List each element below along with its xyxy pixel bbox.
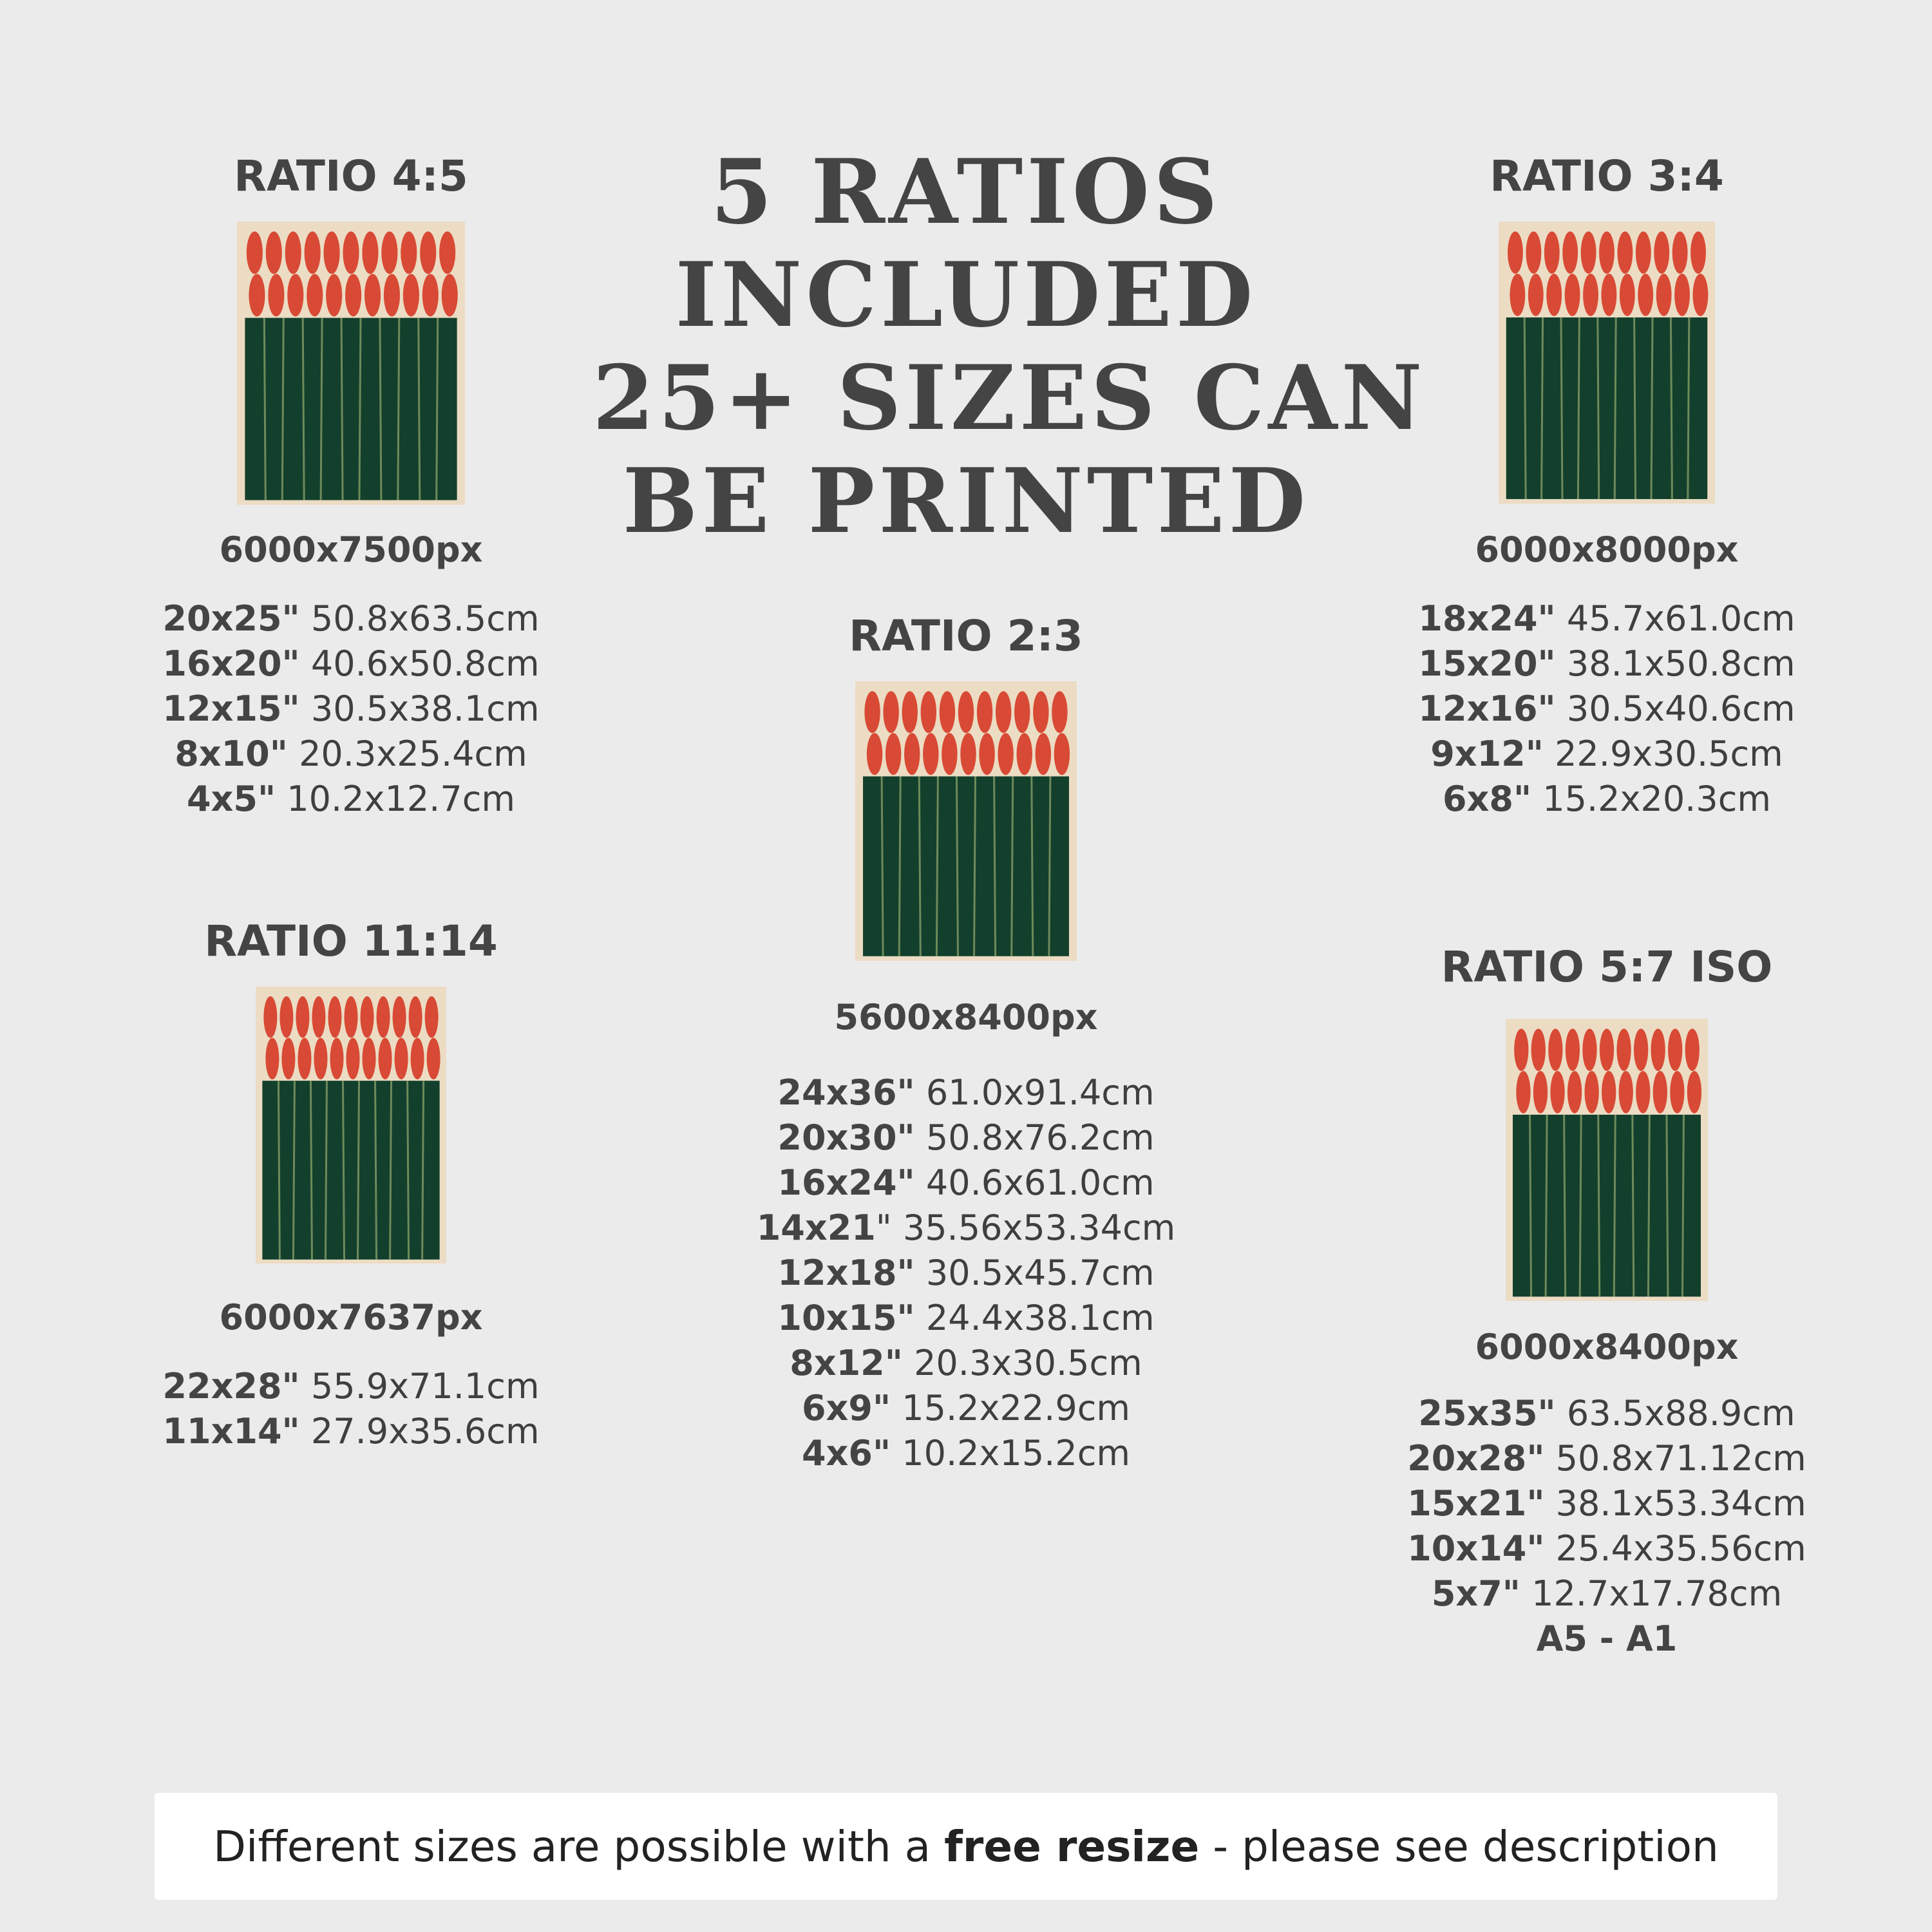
tulip-head xyxy=(921,691,936,733)
tulip-head xyxy=(940,691,955,733)
headline xyxy=(592,139,1426,553)
stem-line xyxy=(1671,317,1672,499)
tulip-head xyxy=(247,231,263,274)
tulip-head xyxy=(1514,1028,1528,1071)
size-list xyxy=(129,1364,573,1454)
tulip-head xyxy=(1531,1028,1546,1071)
headline-line-4: BE PRINTED xyxy=(622,448,1310,553)
tulip-head xyxy=(1548,1028,1562,1071)
tulip-poster-image xyxy=(256,987,446,1264)
tulip-head xyxy=(296,996,309,1038)
stem-block xyxy=(245,318,457,500)
stem-line xyxy=(936,777,938,956)
tulip-head xyxy=(377,996,390,1038)
tulip-head xyxy=(361,996,374,1038)
stem-line xyxy=(437,318,438,500)
tulip-head xyxy=(1656,274,1672,316)
tulip-head xyxy=(422,274,439,316)
tulip-head xyxy=(1565,274,1580,316)
stem-line xyxy=(408,1081,409,1260)
tulip-head xyxy=(268,274,284,316)
resize-note-emphasis: free resize xyxy=(944,1821,1200,1871)
tulip-head xyxy=(279,996,293,1038)
stem-line xyxy=(419,318,420,500)
headline-line-2: INCLUDED xyxy=(675,242,1257,347)
stem-line xyxy=(1598,1115,1600,1296)
size-inches: 15x21" xyxy=(1407,1483,1545,1524)
resize-note-banner xyxy=(155,1793,1777,1900)
resize-note-text: Different sizes are possible with a xyxy=(213,1821,945,1871)
tulip-head xyxy=(263,996,277,1038)
size-cm: 10.2x12.7cm xyxy=(287,779,515,819)
tulip-head xyxy=(1634,1028,1648,1071)
tulip-head xyxy=(409,996,422,1038)
tulip-head xyxy=(1528,274,1544,316)
stem-line xyxy=(278,1081,279,1260)
tulip-poster-image xyxy=(855,681,1077,961)
stem-line xyxy=(1524,317,1526,499)
tulip-head xyxy=(420,231,436,274)
size-inches: 10x15" xyxy=(777,1298,915,1338)
tulip-head xyxy=(1533,1071,1548,1113)
size-cm: 25.4x35.56cm xyxy=(1555,1528,1806,1569)
stem-line xyxy=(899,777,900,956)
tulip-head xyxy=(902,691,918,733)
tulip-head xyxy=(864,691,880,733)
stem-line xyxy=(390,1081,392,1260)
tulip-head xyxy=(1017,733,1032,775)
stem-line xyxy=(1012,777,1013,956)
size-inches: 12x15" xyxy=(162,688,300,729)
size-cm: 22.9x30.5cm xyxy=(1555,734,1783,774)
size-row xyxy=(129,777,573,822)
tulip-head xyxy=(427,1038,440,1080)
tulip-head xyxy=(365,274,381,316)
tulip-head xyxy=(1014,691,1030,733)
size-row xyxy=(1385,1436,1829,1481)
stem-line xyxy=(422,1081,424,1260)
tulip-head xyxy=(1668,1028,1682,1071)
size-cm: 55.9x71.1cm xyxy=(310,1366,540,1406)
ratio-title: RATIO 2:3 xyxy=(849,611,1083,661)
size-row xyxy=(744,1341,1188,1386)
size-row xyxy=(744,1206,1188,1251)
size-row xyxy=(744,1070,1188,1115)
tulip-head xyxy=(1670,1071,1684,1113)
tulip-head xyxy=(328,996,341,1038)
size-inches: 24x36" xyxy=(777,1072,915,1113)
size-inches: 18x24" xyxy=(1418,598,1556,639)
size-cm: 24.4x38.1cm xyxy=(925,1298,1155,1338)
stem-line xyxy=(1598,317,1599,499)
tulip-head xyxy=(958,691,974,733)
size-row xyxy=(129,596,573,641)
tulip-head xyxy=(886,733,901,775)
size-inches: 9x12" xyxy=(1430,734,1544,774)
stem-line xyxy=(380,318,381,500)
tulip-head xyxy=(1653,1071,1667,1113)
stem-line xyxy=(341,318,343,500)
tulip-head xyxy=(1599,231,1615,274)
size-inches: 11x14" xyxy=(162,1411,300,1452)
tulip-poster-image xyxy=(237,222,465,505)
tulip-head xyxy=(923,733,938,775)
tulip-head xyxy=(1616,1028,1631,1071)
size-cm: 45.7x61.0cm xyxy=(1566,598,1795,639)
tulip-head xyxy=(381,231,397,274)
size-cm: 20.3x30.5cm xyxy=(914,1343,1142,1383)
tulip-poster-image xyxy=(1506,1019,1708,1301)
tulip-head xyxy=(1054,733,1070,775)
tulip-head xyxy=(285,231,301,274)
tulip-head xyxy=(942,733,957,775)
tulip-head xyxy=(979,733,994,775)
tulip-head xyxy=(345,274,361,316)
stem-line xyxy=(310,1081,312,1260)
size-cm: 40.6x50.8cm xyxy=(310,643,540,684)
size-inches: 6x9" xyxy=(801,1388,891,1428)
size-cm: 50.8x76.2cm xyxy=(925,1117,1155,1158)
size-inches: 20x28" xyxy=(1407,1438,1545,1479)
stem-line xyxy=(1032,777,1033,956)
tulip-head xyxy=(266,231,282,274)
pixel-dimensions: 5600x8400px xyxy=(834,997,1098,1037)
size-inches: 5x7" xyxy=(1431,1573,1520,1614)
tulip-head xyxy=(363,1038,376,1080)
tulip-head xyxy=(343,231,359,274)
tulip-head xyxy=(1619,1071,1633,1113)
tulip-head xyxy=(1617,231,1633,274)
ratio-2-3-section xyxy=(744,611,1188,1476)
size-list xyxy=(1385,1391,1829,1662)
ratio-3-4-section xyxy=(1385,151,1829,822)
tulip-head xyxy=(1693,274,1709,316)
tulip-head xyxy=(1546,274,1562,316)
stem-line xyxy=(1682,1115,1683,1296)
size-inches: 16x24" xyxy=(777,1162,915,1203)
tulip-head xyxy=(425,996,439,1038)
size-row xyxy=(1385,687,1829,732)
tulip-head xyxy=(442,274,458,316)
size-inches: 12x16" xyxy=(1418,688,1556,729)
stem-line xyxy=(293,1081,294,1260)
tulip-head xyxy=(1654,231,1669,274)
size-row xyxy=(129,687,573,732)
ratio-5-7-section xyxy=(1385,942,1829,1662)
stem-line xyxy=(919,777,920,956)
stem-line xyxy=(282,318,283,500)
tulip-head xyxy=(324,231,340,274)
headline-line-1: 5 RATIOS xyxy=(710,139,1222,244)
size-inches: 12x18" xyxy=(777,1253,915,1293)
tulip-head xyxy=(1052,691,1067,733)
tulip-head xyxy=(1651,1028,1665,1071)
stem-line xyxy=(1542,317,1543,499)
tulip-head xyxy=(998,733,1013,775)
size-row xyxy=(129,732,573,777)
size-cm: 30.5x40.6cm xyxy=(1566,688,1795,729)
tulip-head xyxy=(1036,733,1051,775)
size-cm: 50.8x63.5cm xyxy=(310,598,540,639)
tulip-head xyxy=(307,274,323,316)
tulip-head xyxy=(346,1038,359,1080)
tulip-head xyxy=(1508,231,1523,274)
tulip-head xyxy=(1562,231,1578,274)
size-cm: 27.9x35.6cm xyxy=(310,1411,540,1452)
tulip-head xyxy=(1581,231,1596,274)
tulip-head xyxy=(1582,1028,1596,1071)
tulip-head xyxy=(1510,274,1525,316)
size-cm: 63.5x88.9cm xyxy=(1566,1393,1795,1434)
tulip-head xyxy=(393,996,406,1038)
ratio-4-5-section xyxy=(129,151,573,822)
stem-line xyxy=(1614,1115,1615,1296)
stem-line xyxy=(994,777,996,956)
pixel-dimensions: 6000x8400px xyxy=(1475,1327,1739,1367)
tulip-head xyxy=(1526,231,1541,274)
tulip-head xyxy=(1516,1071,1530,1113)
tulip-head xyxy=(1672,231,1688,274)
tulip-head xyxy=(1601,274,1616,316)
tulip-head xyxy=(1638,274,1653,316)
size-inches: 6x8" xyxy=(1442,779,1532,819)
tulip-head xyxy=(312,996,325,1038)
pixel-dimensions: 6000x7500px xyxy=(219,529,483,570)
tulip-head xyxy=(1602,1071,1616,1113)
size-inches: 22x28" xyxy=(162,1366,300,1406)
tulip-head xyxy=(344,996,357,1038)
tulip-head xyxy=(439,231,455,274)
size-inches: 15x20" xyxy=(1418,643,1556,684)
tulip-head xyxy=(265,1038,279,1080)
size-row xyxy=(744,1386,1188,1431)
stem-block xyxy=(262,1081,439,1260)
size-cm: 50.8x71.12cm xyxy=(1555,1438,1806,1479)
stem-line xyxy=(1615,317,1616,499)
size-inches: 8x10" xyxy=(175,734,288,774)
tulip-head xyxy=(281,1038,295,1080)
size-cm: 15.2x22.9cm xyxy=(902,1388,1130,1428)
tulip-head xyxy=(1600,1028,1614,1071)
ratio-title: RATIO 4:5 xyxy=(234,151,468,201)
size-inches: 8x12" xyxy=(790,1343,903,1383)
stem-line xyxy=(1561,317,1562,499)
tulip-head xyxy=(1674,274,1690,316)
size-inches: 25x35" xyxy=(1418,1393,1556,1434)
stem-line xyxy=(956,777,958,956)
stem-line xyxy=(358,1081,359,1260)
size-row xyxy=(1385,1481,1829,1526)
size-row xyxy=(1385,732,1829,777)
size-row xyxy=(744,1251,1188,1296)
tulip-head xyxy=(305,231,321,274)
stem-line xyxy=(1667,1115,1668,1296)
tulip-head xyxy=(1620,274,1635,316)
tulip-head xyxy=(395,1038,408,1080)
tulip-head xyxy=(904,733,920,775)
stem-line xyxy=(1049,777,1050,956)
stem-line xyxy=(1578,317,1579,499)
stem-line xyxy=(303,318,304,500)
size-cm: 20.3x25.4cm xyxy=(299,734,527,774)
tulip-head xyxy=(362,231,378,274)
size-row xyxy=(1385,641,1829,687)
size-list xyxy=(129,596,573,822)
size-row xyxy=(1385,1571,1829,1616)
tulip-head xyxy=(1583,274,1598,316)
headline-line-3: 25+ SIZES CAN xyxy=(592,345,1426,450)
stem-line xyxy=(1648,1115,1649,1296)
size-row xyxy=(744,1296,1188,1341)
tulip-head xyxy=(867,733,882,775)
tulip-head xyxy=(1636,1071,1650,1113)
size-inches: 20x30" xyxy=(777,1117,915,1158)
tulip-head xyxy=(977,691,992,733)
size-inches: 4x5" xyxy=(186,779,276,819)
stem-line xyxy=(1530,1115,1531,1296)
tulip-head xyxy=(1033,691,1048,733)
iso-range: A5 - A1 xyxy=(1536,1618,1678,1659)
pixel-dimensions: 6000x7637px xyxy=(219,1297,483,1338)
stem-line xyxy=(1546,1115,1547,1296)
size-row xyxy=(129,1364,573,1409)
tulip-poster-image xyxy=(1499,222,1715,504)
stem-line xyxy=(1564,1115,1566,1296)
size-list xyxy=(744,1070,1188,1476)
size-cm: 12.7x17.78cm xyxy=(1531,1573,1783,1614)
tulip-head xyxy=(403,274,419,316)
tulip-head xyxy=(960,733,976,775)
tulip-head xyxy=(1584,1071,1598,1113)
size-inches: 16x20" xyxy=(162,643,300,684)
stem-line xyxy=(375,1081,377,1260)
tulip-head xyxy=(996,691,1011,733)
stem-line xyxy=(359,318,361,500)
tulip-head xyxy=(1544,231,1560,274)
stem-block xyxy=(1506,317,1707,499)
ratio-title: RATIO 3:4 xyxy=(1490,151,1724,201)
tulip-head xyxy=(1690,231,1706,274)
tulip-head xyxy=(330,1038,343,1080)
size-cm: 15.2x20.3cm xyxy=(1542,779,1771,819)
stem-line xyxy=(398,318,399,500)
size-inches: 4x6" xyxy=(801,1433,891,1473)
size-inches: 20x25" xyxy=(162,598,300,639)
tulip-head xyxy=(1566,1028,1580,1071)
size-cm: " 35.56x53.34cm xyxy=(875,1208,1176,1248)
size-row xyxy=(1385,777,1829,822)
size-row xyxy=(744,1115,1188,1160)
tulip-head xyxy=(1636,231,1651,274)
tulip-head xyxy=(379,1038,392,1080)
stem-line xyxy=(1651,317,1653,499)
ratio-title: RATIO 5:7 ISO xyxy=(1441,942,1773,992)
size-row xyxy=(129,1409,573,1454)
size-cm: 61.0x91.4cm xyxy=(925,1072,1155,1113)
tulip-head xyxy=(326,274,342,316)
size-cm: 38.1x53.34cm xyxy=(1555,1483,1806,1524)
stem-line xyxy=(1634,317,1636,499)
stem-line xyxy=(325,1081,327,1260)
stem-line xyxy=(1633,1115,1634,1296)
stem-line xyxy=(321,318,322,500)
tulip-head xyxy=(384,274,400,316)
tulip-head xyxy=(287,274,303,316)
stem-line xyxy=(882,777,883,956)
stem-block xyxy=(1513,1115,1701,1296)
stem-line xyxy=(343,1081,344,1260)
size-inches: 14x21 xyxy=(756,1208,876,1248)
size-cm: 30.5x45.7cm xyxy=(925,1253,1155,1293)
tulip-head xyxy=(411,1038,424,1080)
tulip-head xyxy=(1687,1071,1701,1113)
size-row xyxy=(1385,1391,1829,1436)
size-list xyxy=(1385,596,1829,822)
tulip-head xyxy=(1567,1071,1582,1113)
size-inches: 10x14" xyxy=(1407,1528,1545,1569)
stem-line xyxy=(974,777,976,956)
tulip-head xyxy=(249,274,265,316)
size-row xyxy=(744,1431,1188,1476)
tulip-head xyxy=(883,691,898,733)
tulip-head xyxy=(314,1038,327,1080)
tulip-head xyxy=(1685,1028,1700,1071)
size-cm: 10.2x15.2cm xyxy=(902,1433,1130,1473)
stem-line xyxy=(1688,317,1689,499)
size-row xyxy=(1385,1526,1829,1571)
size-cm: 40.6x61.0cm xyxy=(925,1162,1155,1203)
stem-block xyxy=(863,777,1069,956)
pixel-dimensions: 6000x8000px xyxy=(1475,529,1739,570)
size-row xyxy=(744,1160,1188,1206)
tulip-head xyxy=(298,1038,311,1080)
tulip-head xyxy=(401,231,417,274)
size-row xyxy=(1385,596,1829,641)
size-row xyxy=(129,641,573,687)
resize-note-text-end: - please see description xyxy=(1199,1821,1719,1871)
stem-line xyxy=(264,318,265,500)
size-cm: 38.1x50.8cm xyxy=(1566,643,1795,684)
ratio-title: RATIO 11:14 xyxy=(204,916,498,966)
ratio-11-14-section xyxy=(129,916,573,1454)
stem-line xyxy=(1580,1115,1581,1296)
tulip-head xyxy=(1550,1071,1564,1113)
size-cm: 30.5x38.1cm xyxy=(310,688,540,729)
